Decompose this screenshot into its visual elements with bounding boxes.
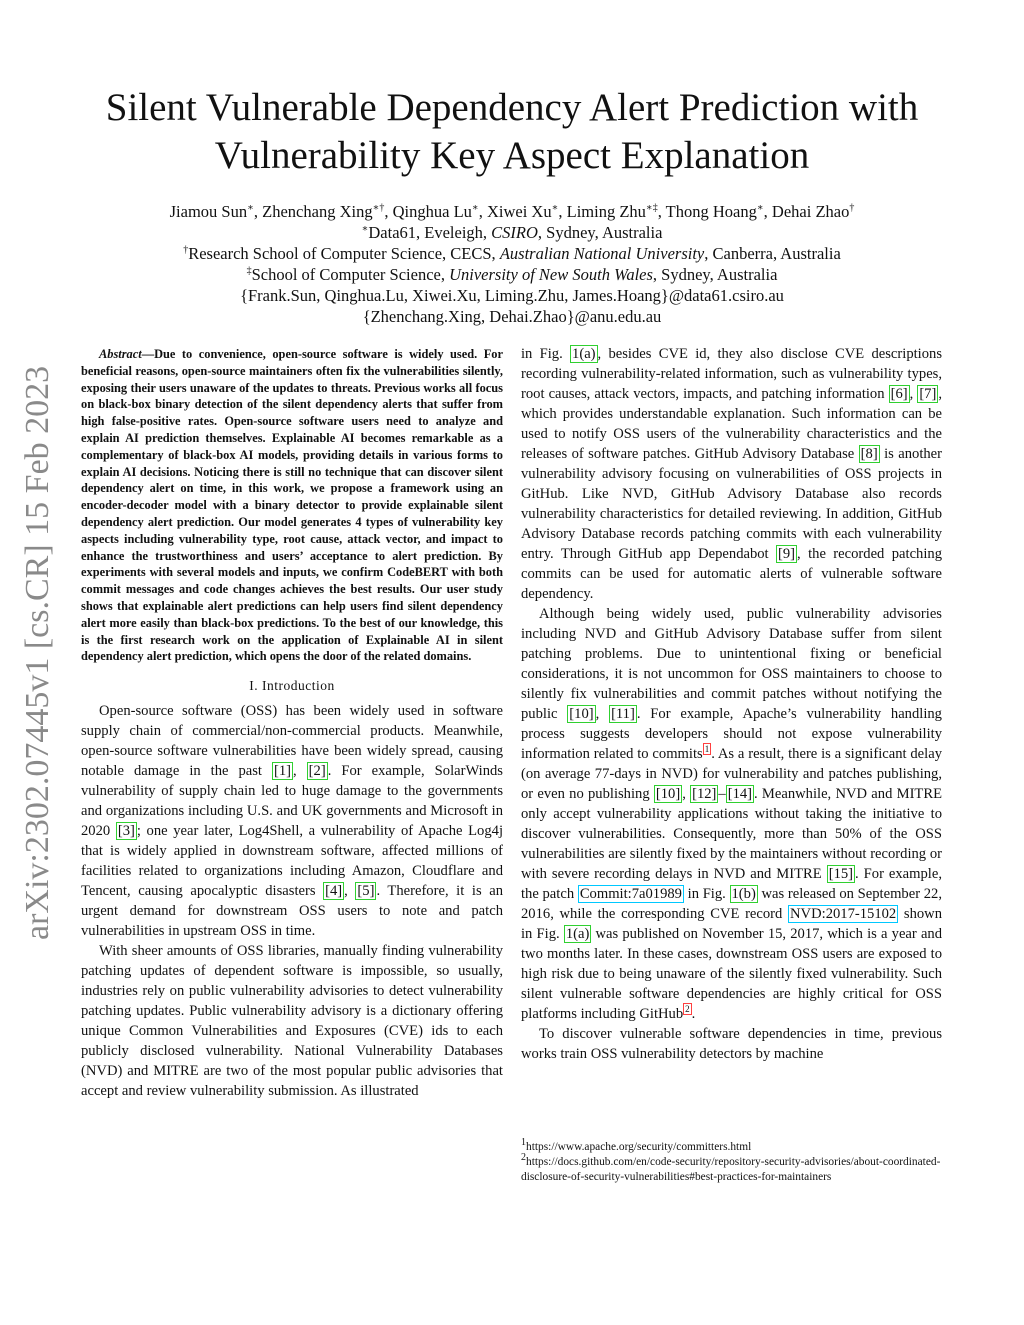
citation-link[interactable]: [12] xyxy=(692,786,717,802)
left-column xyxy=(81,346,503,1101)
citation-link[interactable]: [1] xyxy=(273,763,292,780)
email-line-1: {Frank.Sun, Qinghua.Lu, Xiwei.Xu, Liming.Zhu, James.Hoang}@data61.csiro.au xyxy=(240,286,784,305)
intro-paragraph-1: Open-source software (OSS) has been widely used in software supply chain of commercial/non-commercial products. Meanwhile, open-source software vulnerabilities have been widely spread, causing notable damage in the past [1] , [2] . For example, SolarWinds vulnerability of supply chain led to huge damage to the governments and organizations including U.S. and UK governments and Microsoft in 2020 [3] ; one year later, Log4Shell, a vulnerability of Apache Log4j that is widely applied in downstream software, affected millions of facilities related to organizations including Amazon, Cloudflare and Tencent, causing apocalyptic disasters [4] , [5] . Therefore, it is an urgent demand for downstream OSS users to note and patch vulnerabilities in upstream OSS in time. xyxy=(81,703,504,940)
citation-link[interactable]: [11] xyxy=(611,706,635,722)
figure-link[interactable]: 1(b) xyxy=(731,886,756,902)
footnote-link[interactable]: 2 xyxy=(685,1004,690,1015)
citation-link[interactable]: [3] xyxy=(117,823,135,840)
section-heading-introduction: I. Introduction xyxy=(249,678,335,694)
author-list: Jiamou Sun∗, Zhenchang Xing∗†, Qinghua Lu∗, Xiwei Xu∗, Liming Zhu∗‡, Thong Hoang∗, Dehai Zhao† xyxy=(169,202,855,221)
intro-paragraph-2: With sheer amounts of OSS libraries, manually finding vulnerability patching updates of dependent software is impossible, so usually, industries rely on public vulnerability advisories to detect vulnerability patching updates. Public vulnerability advisory is a dictionary offering unique Common Vulnerabilities and Exposures (CVE) ids to each publicly disclosed vulnerability. National Vulnerability Databases (NVD) and MITRE are two of the most popular public advisories that accept and review vulnerability submission. As illustrated xyxy=(81,943,503,1100)
citation-link[interactable]: [14] xyxy=(727,786,753,802)
paper-title xyxy=(60,84,964,180)
figure-link[interactable]: 1(a) xyxy=(572,346,596,362)
affiliation-data61: ∗Data61, Eveleigh, CSIRO, Sydney, Australia xyxy=(361,223,663,242)
footnote-1-url[interactable]: https://www.apache.org/security/committers.html xyxy=(526,1141,752,1153)
citation-link[interactable]: [7] xyxy=(919,386,937,402)
citation-link[interactable]: [4] xyxy=(325,883,343,900)
affiliation-unsw: ‡School of Computer Science, University of New South Wales, Sydney, Australia xyxy=(246,265,778,284)
right-column xyxy=(521,344,942,1064)
abstract xyxy=(81,346,503,665)
intro-paragraph-3: Although being widely used, public vulnerability advisories including NVD and GitHub Advisory Database suffer from silent patching problems. Due to unintentional fixing or beneficial considerations, it is not uncommon for OSS maintainers to choose to silently fix vulnerabilities and commit patches without notifying the public [10] , [11] . For example, Apache’s vulnerability handling process suggests developers should not expose vulnerability information related to commits $^1$ . As a result, there is a significant delay (on average 77-days in NVD) for vulnerability and patches publishing, or even no publishing [10] , [12] – [14] . Meanwhile, NVD and MITRE only accept vulnerability applications without taking the initiative to discover vulnerabilities. Consequently, more than 50% of the OSS vulnerabilities are silently fixed by the maintainers without recording or with severe recording delays in NVD and MITRE [15] . For example, the patch Commit:7a01989 in Fig. 1(b) was released on September 22, 2016, while the corresponding CVE record NVD:2017-15102 shown in Fig. 1(a) was published on November 15, 2017, which is a year and two months later. In these cases, downstream OSS users are exposed to high risk due to being unaware of the silently fixed vulnerability. Such silent vulnerable software dependencies are highly critical for OSS platforms including GitHub $^2$ . xyxy=(521,606,943,1022)
footnote-2: $^2$https://docs.github.com/en/code-security/repository-security-advisories/about-coordinated-disclosure-of-security-vulnerabilities#best-practices-for-maintainers xyxy=(521,1152,941,1183)
email-line-2: {Zhenchang.Xing, Dehai.Zhao}@anu.edu.au xyxy=(362,307,662,326)
footnote-link[interactable]: 1 xyxy=(704,744,710,755)
abstract-label: Abstract xyxy=(99,347,142,361)
commit-link[interactable]: Commit:7a01989 xyxy=(579,886,682,902)
citation-link[interactable]: [2] xyxy=(308,763,326,780)
footnotes xyxy=(521,1137,942,1185)
citation-link[interactable]: [15] xyxy=(828,866,854,882)
title-line-2: Vulnerability Key Aspect Explanation xyxy=(214,134,810,177)
citation-link[interactable]: [9] xyxy=(778,546,796,562)
citation-link[interactable]: [6] xyxy=(890,386,908,402)
citation-link[interactable]: [8] xyxy=(860,446,878,462)
footnote-2-url[interactable]: https://docs.github.com/en/code-security/repository-security-advisories/about-coordinated-disclosure-of-security-vulnerabilities#best-practices-for-maintainers xyxy=(521,1156,941,1183)
affiliation-anu: †Research School of Computer Science, CECS, Australian National University, Canberra, Australia xyxy=(183,244,841,263)
intro-paragraph-4: To discover vulnerable software dependencies in time, previous works train OSS vulnerability detectors by machine xyxy=(521,1026,942,1062)
title-line-1: Silent Vulnerable Dependency Alert Prediction with xyxy=(105,86,919,129)
citation-link[interactable]: [10] xyxy=(655,786,681,802)
figure-link[interactable]: 1(a) xyxy=(565,926,590,942)
citation-link[interactable]: [5] xyxy=(357,883,375,900)
footnote-1: $^1$https://www.apache.org/security/committers.html xyxy=(521,1137,752,1153)
author-block xyxy=(60,201,964,327)
citation-link[interactable]: [10] xyxy=(569,706,594,722)
arxiv-stamp: arXiv:2302.07445v1 [cs.CR] 15 Feb 2023 xyxy=(19,365,56,940)
nvd-link[interactable]: NVD:2017-15102 xyxy=(790,906,897,922)
intro-paragraph-2-continued: in Fig. 1(a) , besides CVE id, they also disclose CVE descriptions recording vulnerability-related information, such as vulnerability types, root causes, attack vectors, impacts, and patching information [6] , [7] , which provides understandable explanation. Such information can be used to notify OSS users of the vulnerability characteristics and the releases of software patches. GitHub Advisory Database [8] is another vulnerability advisory focusing on vulnerabilities of OSS projects in GitHub. Like NVD, GitHub Advisory Database also records vulnerability characteristics for detailed reviewing. In addition, GitHub Advisory Database records patching commits with each vulnerability entry. Through GitHub app Dependabot [9] , the recorded patching commits can be used for automatic alerts of vulnerable software dependency. xyxy=(521,346,943,602)
abstract-text: —Due to convenience, open-source software is widely used. For beneficial reasons, open-source maintainers often fix the vulnerabilities silently, exposing their users unaware of the updates to threats. Previous works all focus on black-box binary detection of the silent dependency alerts that suffer from high false-positive rates. Open-source software users need to analyze and explain AI prediction themselves. Explainable AI becomes remarkable as a complementary of black-box AI models, providing details in various forms to explain AI decisions. Noticing there is still no technique that can discover silent dependency alert on time, in this work, we propose a framework using an encoder-decoder model with a binary detector to provide explainable silent dependency alert prediction. Our model generates 4 types of vulnerability key aspects including vulnerability type, root cause, attack vector, and impact to enhance the trustworthiness and users’ acceptance to alert prediction. By experiments with several models and inputs, we confirm CodeBERT with both commit messages and code changes achieves the best results. Our user study shows that explainable alert predictions can help users find silent dependency alert more easily than black-box predictions. To the best of our knowledge, this is the first research work on the application of Explainable AI in silent dependency alert prediction, which opens the door of the related domains. xyxy=(81,347,503,664)
